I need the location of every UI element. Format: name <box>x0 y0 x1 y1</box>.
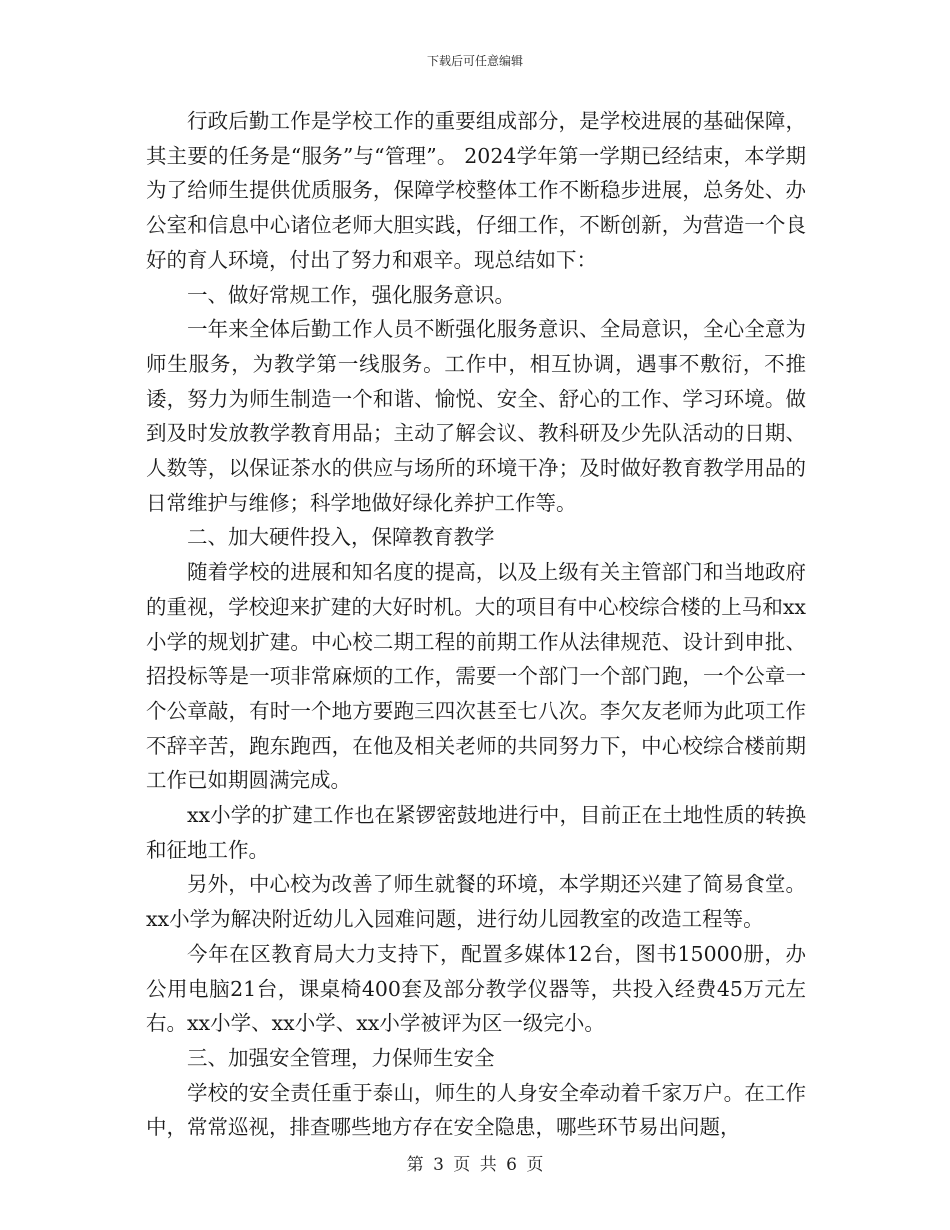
paragraph-safety: 学校的安全责任重于泰山，师生的人身安全牵动着千家万户。在工作中，常常巡视，排查哪些地方存在安全隐患，哪些环节易出问题， <box>146 1080 806 1140</box>
page-header: 下载后可任意编辑 <box>426 54 523 68</box>
paragraph-canteen: 另外，中心校为改善了师生就餐的环境，本学期还兴建了简易食堂。xx小学为解决附近幼儿入园难问题，进行幼儿园教室的改造工程等。 <box>146 872 806 932</box>
section-heading-1: 一、做好常规工作，强化服务意识。 <box>187 282 515 307</box>
paragraph-equipment: 今年在区教育局大力支持下，配置多媒体12台，图书15000册，办公用电脑21台，课桌椅400套及部分教学仪器等，共投入经费45万元左右。xx小学、xx小学、xx小学被评为区一级完小。 <box>146 941 806 1036</box>
paragraph-intro: 行政后勤工作是学校工作的重要组成部分，是学校进展的基础保障，其主要的任务是“服务”与“管理”。 2024学年第一学期已经结束，本学期为了给师生提供优质服务，保障学校整体工作不断稳步进展，总务处、办公室和信息中心诸位老师大胆实践，仔细工作，不断创新，为营造一个良好的育人环境，付出了努力和艰辛。现总结如下： <box>146 109 806 272</box>
paragraph-expansion: 随着学校的进展和知名度的提高，以及上级有关主管部门和当地政府的重视，学校迎来扩建的大好时机。大的项目有中心校综合楼的上马和xx小学的规划扩建。中心校二期工程的前期工作从法律规范、设计到申批、招投标等是一项非常麻烦的工作，需要一个部门一个部门跑，一个公章一个公章敲，有时一个地方要跑三四次甚至七八次。李欠友老师为此项工作不辞辛苦，跑东跑西，在他及相关老师的共同努力下，中心校综合楼前期工作已如期圆满完成。 <box>146 560 806 793</box>
section-heading-2: 二、加大硬件投入，保障教育教学 <box>187 525 495 550</box>
paragraph-xx-school: xx小学的扩建工作也在紧锣密鼓地进行中，目前正在土地性质的转换和征地工作。 <box>146 803 806 862</box>
page-number: 第 3 页 共 6 页 <box>406 1155 544 1175</box>
section-heading-3: 三、加强安全管理，力保师生安全 <box>187 1045 495 1070</box>
paragraph-service: 一年来全体后勤工作人员不断强化服务意识、全局意识，全心全意为师生服务，为教学第一线服务。工作中，相互协调，遇事不敷衍，不推诿，努力为师生制造一个和谐、愉悦、安全、舒心的工作、学习环境。做到及时发放教学教育用品；主动了解会议、教科研及少先队活动的日期、人数等，以保证茶水的供应与场所的环境干净；及时做好教育教学用品的日常维护与维修；科学地做好绿化养护工作等。 <box>146 317 806 515</box>
document-body <box>146 104 806 1145</box>
